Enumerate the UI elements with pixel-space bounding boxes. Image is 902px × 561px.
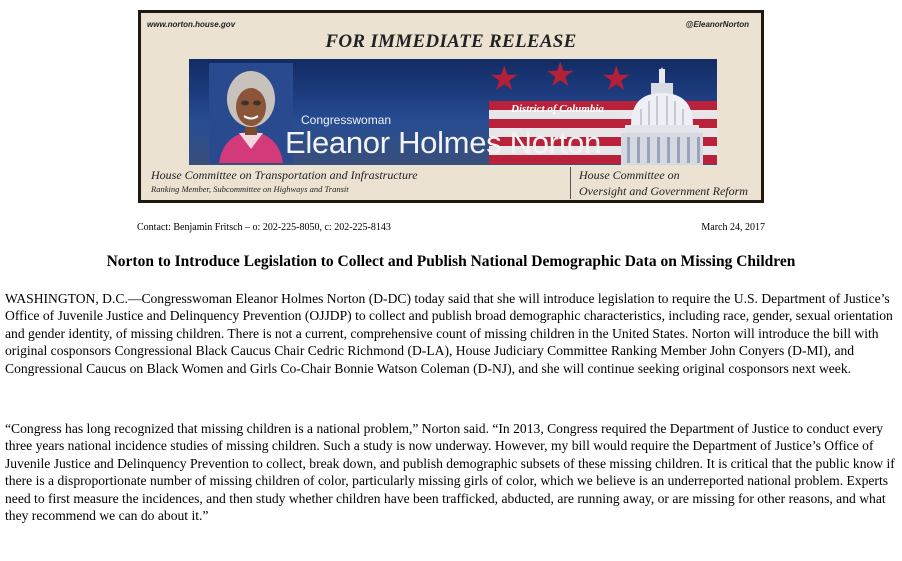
twitter-handle: @EleanorNorton <box>685 20 749 29</box>
flag-star-icon: ★ <box>601 61 632 98</box>
capitol-dome-icon <box>617 65 707 165</box>
letterhead-banner <box>138 10 764 203</box>
title-prefix: Congresswoman <box>301 113 392 127</box>
press-headline: Norton to Introduce Legislation to Collect and Publish National Demographic Data on Missing Children <box>106 253 796 270</box>
portrait-image <box>209 63 293 163</box>
letterhead-paper <box>141 13 761 200</box>
committee-right-name: Oversight and Government Reform <box>579 184 748 198</box>
website-url: www.norton.house.gov <box>147 20 236 29</box>
banner-divider <box>570 167 571 199</box>
body-paragraph: WASHINGTON, D.C.—Congresswoman Eleanor Holmes Norton (D-DC) today said that she will introduce legislation to require the U.S. Department of Justice’s Office of Juvenile Justice and Delinquency Prevention (OJJDP) to collect and publish broad demographic characteristics, including race, gender, sexual orientation and gender identity, of missing children. There is not a current, comprehensive count of missing children in the United States. Norton will introduce the bill with original cosponsors Congressional Black Caucus Chair Cedric Richmond (D-LA), House Judiciary Committee Ranking Member John Conyers (D-MI), and Congressional Caucus on Black Women and Girls Co-Chair Bonnie Watson Coleman (D-NJ), and she will continue seeking original cosponsors next week. <box>5 291 893 376</box>
flag-star-icon: ★ <box>545 59 576 94</box>
committee-left-role: Ranking Member, Subcommittee on Highways and Transit <box>151 184 349 194</box>
body-paragraph: “Congress has long recognized that missing children is a national problem,” Norton said. “In 2013, Congress required the Department of Justice to conduct every three years national incidence studies of missing children. Such a study is now underway. However, my bill would require the Department of Justice’s Office of Juvenile Justice and Delinquency Prevention to collect, break down, and publish demographic subsets of these missing children. It is critical that the public know if there is a disproportionate number of missing children of color, particularly missing girls of color, which we believe is an underreported national problem. Experts need to first measure the incidences, and then study whether children have been trafficked, abducted, are running away, or are missing for other reasons, and what they recommend we can do about it.” <box>5 421 895 524</box>
committee-left-title: House Committee on Transportation and Infrastructure <box>151 168 418 182</box>
release-label: FOR IMMEDIATE RELEASE <box>325 31 577 52</box>
committee-right-title: House Committee on <box>579 168 680 182</box>
banner-photo <box>189 59 717 165</box>
flag-star-icon: ★ <box>489 61 520 98</box>
contact-line: Contact: Benjamin Fritsch – o: 202-225-8050, c: 202-225-8143 <box>137 222 391 233</box>
release-date: March 24, 2017 <box>701 222 765 233</box>
district-label: District of Columbia <box>511 103 604 115</box>
congresswoman-name: Eleanor Holmes Norton <box>285 125 601 160</box>
